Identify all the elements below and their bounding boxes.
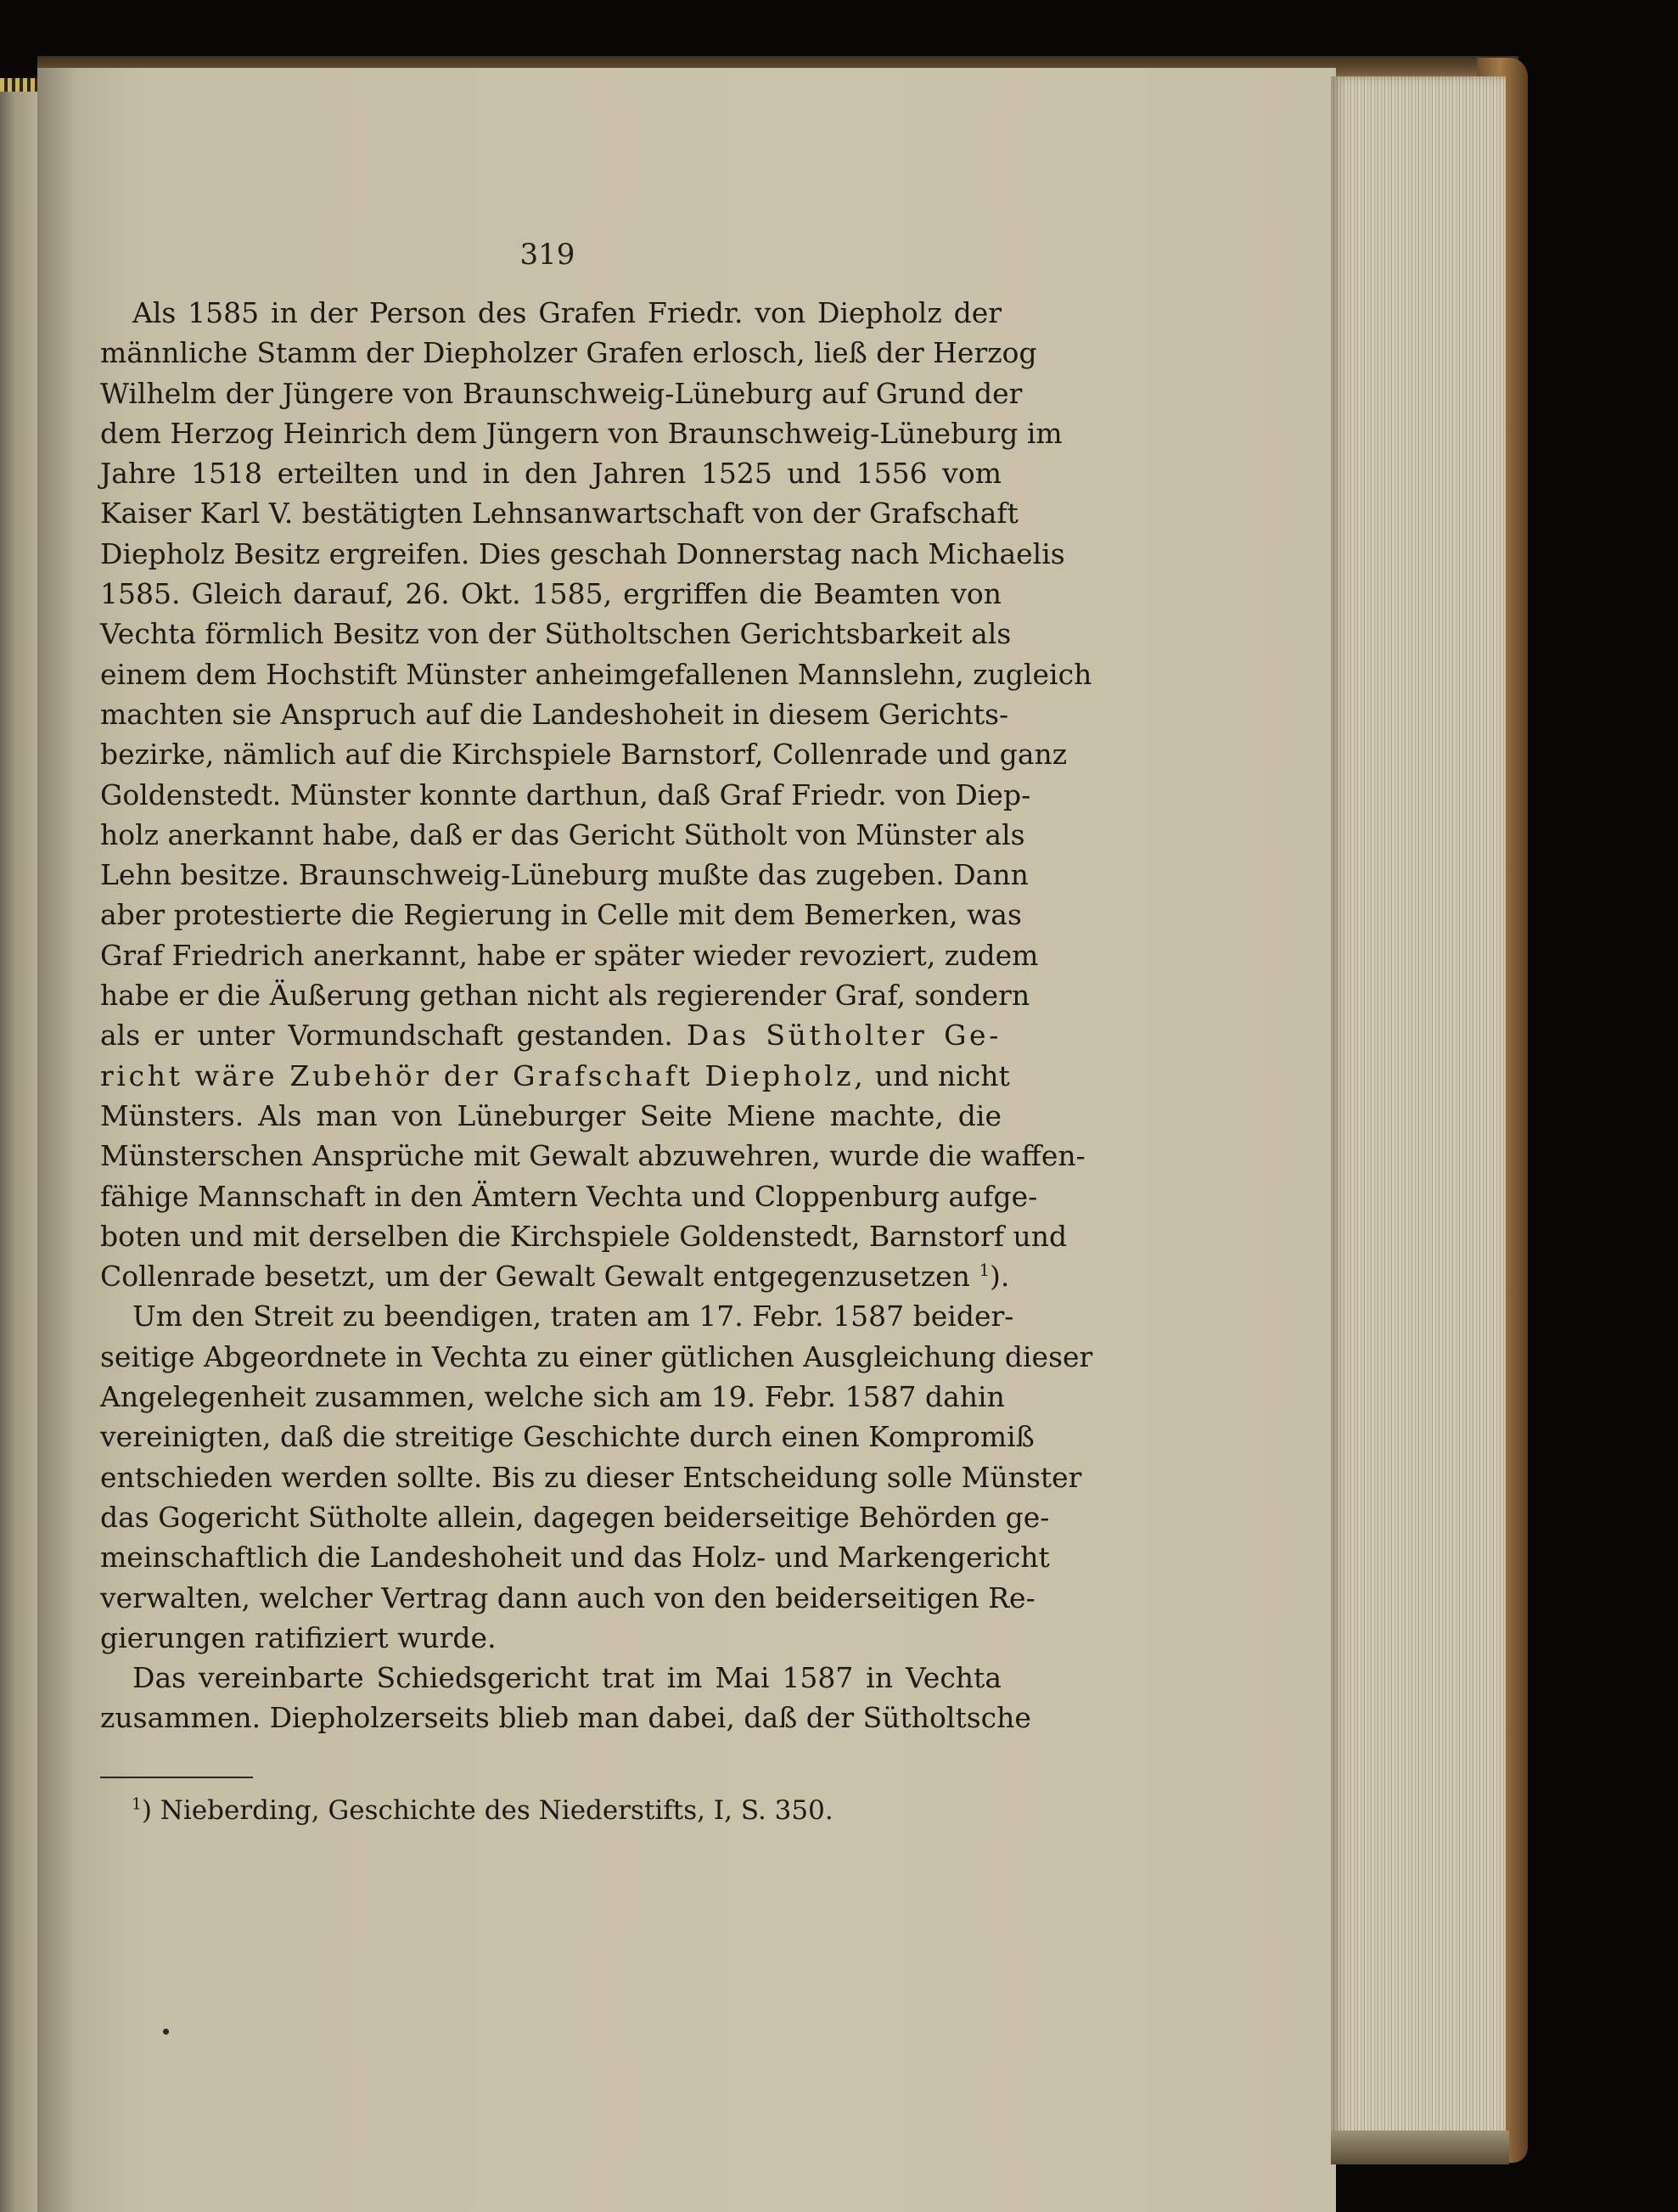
text-line [100,1497,1050,1537]
footnote [132,1795,833,1826]
text-line [100,1176,1038,1216]
text-line [100,1698,1031,1738]
footnote-reference: 1 [979,1260,991,1281]
text-run: bezirke, nämlich auf die Kirchspiele Barnstorf, Collenrade und ganz [100,738,1068,772]
text-run: Diepholz Besitz ergreifen. Dies geschah Donnerstag nach Michaelis [100,536,1065,570]
text-run: Kaiser Karl V. bestätigten Lehnsanwartschaft von der Grafschaft [100,497,1019,531]
text-line [100,293,1002,333]
text-line [100,895,1022,935]
text-run: Das Sütholter Ge- [686,1019,1002,1053]
page-stack-bottom [1331,2131,1509,2164]
page-number: 319 [519,238,575,272]
text-line [100,734,1068,774]
text-run: Lehn besitze. Braunschweig-Lüneburg mußte das zugeben. Dann [100,858,1029,892]
text-run: gierungen ratifiziert wurde. [100,1620,497,1654]
text-line [100,775,1031,815]
text-run: Vechta förmlich Besitz von der Sütholtschen Gerichtsbarkeit als [100,617,1012,651]
text-line [100,493,1019,533]
text-line [100,1457,1082,1497]
text-run: männliche Stamm der Diepholzer Grafen erlosch, ließ der Herzog [100,336,1037,370]
text-line [100,1537,1050,1577]
text-run: Das vereinbarte Schiedsgericht trat im Mai 1587 in Vechta [132,1661,1002,1695]
text-line [100,1056,1010,1096]
text-run: das Gogericht Sütholte allein, dagegen beiderseitige Behörden ge- [100,1500,1050,1534]
text-line [100,935,1039,975]
text-run: holz anerkannt habe, daß er das Gericht Sütholt von Münster als [100,817,1025,851]
text-run: Wilhelm der Jüngere von Braunschweig-Lüneburg auf Grund der [100,376,1023,410]
text-line [100,815,1025,855]
text-run: Jahre 1518 erteilten und in den Jahren 1525 und 1556 vom [100,457,1002,491]
text-run: machten sie Anspruch auf die Landeshoheit in diesem Gerichts- [100,697,1009,731]
text-run: Goldenstedt. Münster konnte darthun, daß Graf Friedr. von Diep- [100,778,1031,811]
footnote-rule [100,1777,253,1778]
text-run: fähige Mannschaft in den Ämtern Vechta und Cloppenburg aufge- [100,1179,1038,1213]
text-run: dem Herzog Heinrich dem Jüngern von Braunschweig-Lüneburg im [100,416,1063,450]
page-stack-edge [1331,76,1506,2164]
text-run: ). [990,1260,1010,1294]
footnote-marker: 1 [132,1795,142,1814]
text-run: habe er die Äußerung gethan nicht als regierender Graf, sondern [100,979,1030,1013]
text-run: richt wäre Zubehör der Grafschaft Diepholz, [100,1058,867,1092]
text-run: als er unter Vormundschaft gestanden. [100,1019,687,1053]
text-line [100,1296,1014,1336]
text-line [100,373,1023,413]
text-line [100,654,1092,694]
text-line [100,1658,1002,1698]
text-run: Als 1585 in der Person des Grafen Friedr. von Diepholz der [132,296,1002,329]
text-run: verwalten, welcher Vertrag dann auch von den beiderseitigen Re- [100,1580,1035,1614]
text-line [100,333,1037,373]
text-run: Graf Friedrich anerkannt, habe er später wieder revoziert, zudem [100,938,1039,972]
text-run: boten und mit derselben die Kirchspiele Goldenstedt, Barnstorf und [100,1219,1068,1253]
text-run: einem dem Hochstift Münster anheimgefallenen Mannslehn, zugleich [100,657,1092,691]
text-run: Um den Streit zu beendigen, traten am 17. Febr. 1587 beider- [132,1300,1014,1333]
text-line [100,975,1030,1015]
text-run: zusammen. Diepholzerseits blieb man dabei, daß der Sütholtsche [100,1701,1031,1735]
text-run: 1585. Gleich darauf, 26. Okt. 1585, ergriffen die Beamten von [100,577,1002,611]
text-run: Münsterschen Ansprüche mit Gewalt abzuwehren, wurde die waffen- [100,1139,1086,1173]
text-line [100,1136,1086,1176]
text-line [100,1337,1093,1377]
text-run: seitige Abgeordnete in Vechta zu einer gütlichen Ausgleichung dieser [100,1339,1093,1373]
text-line [100,1096,1002,1136]
text-line [100,614,1012,654]
text-run: Collenrade besetzt, um der Gewalt Gewalt entgegenzusetzen [100,1260,979,1294]
text-line [100,574,1002,614]
text-line [100,694,1009,734]
text-line [100,1618,1002,1658]
text-line [100,1216,1068,1256]
text-run: vereinigten, daß die streitige Geschichte durch einen Kompromiß [100,1420,1035,1454]
text-run: Münsters. Als man von Lüneburger Seite Miene machte, die [100,1098,1002,1132]
text-line [100,1015,1002,1055]
footnote-text: ) Nieberding, Geschichte des Niederstifts, I, S. 350. [141,1795,833,1826]
body-text [100,293,1093,1738]
text-line [100,1256,1010,1296]
text-line [100,1417,1035,1457]
text-run: Angelegenheit zusammen, welche sich am 19. Febr. 1587 dahin [100,1380,1005,1414]
text-line [100,534,1065,574]
text-line [100,1578,1035,1618]
text-run: entschieden werden sollte. Bis zu dieser Entscheidung solle Münster [100,1460,1082,1494]
text-run: meinschaftlich die Landeshoheit und das Holz- und Markengericht [100,1541,1050,1575]
text-run: und nicht [866,1058,1010,1092]
bookmark-ribbon [0,78,37,92]
previous-page-edge [0,78,37,2212]
text-run: aber protestierte die Regierung in Celle mit dem Bemerken, was [100,898,1022,932]
text-line [100,1377,1005,1417]
text-line [100,413,1063,453]
text-line [100,855,1029,895]
text-line [100,453,1002,493]
